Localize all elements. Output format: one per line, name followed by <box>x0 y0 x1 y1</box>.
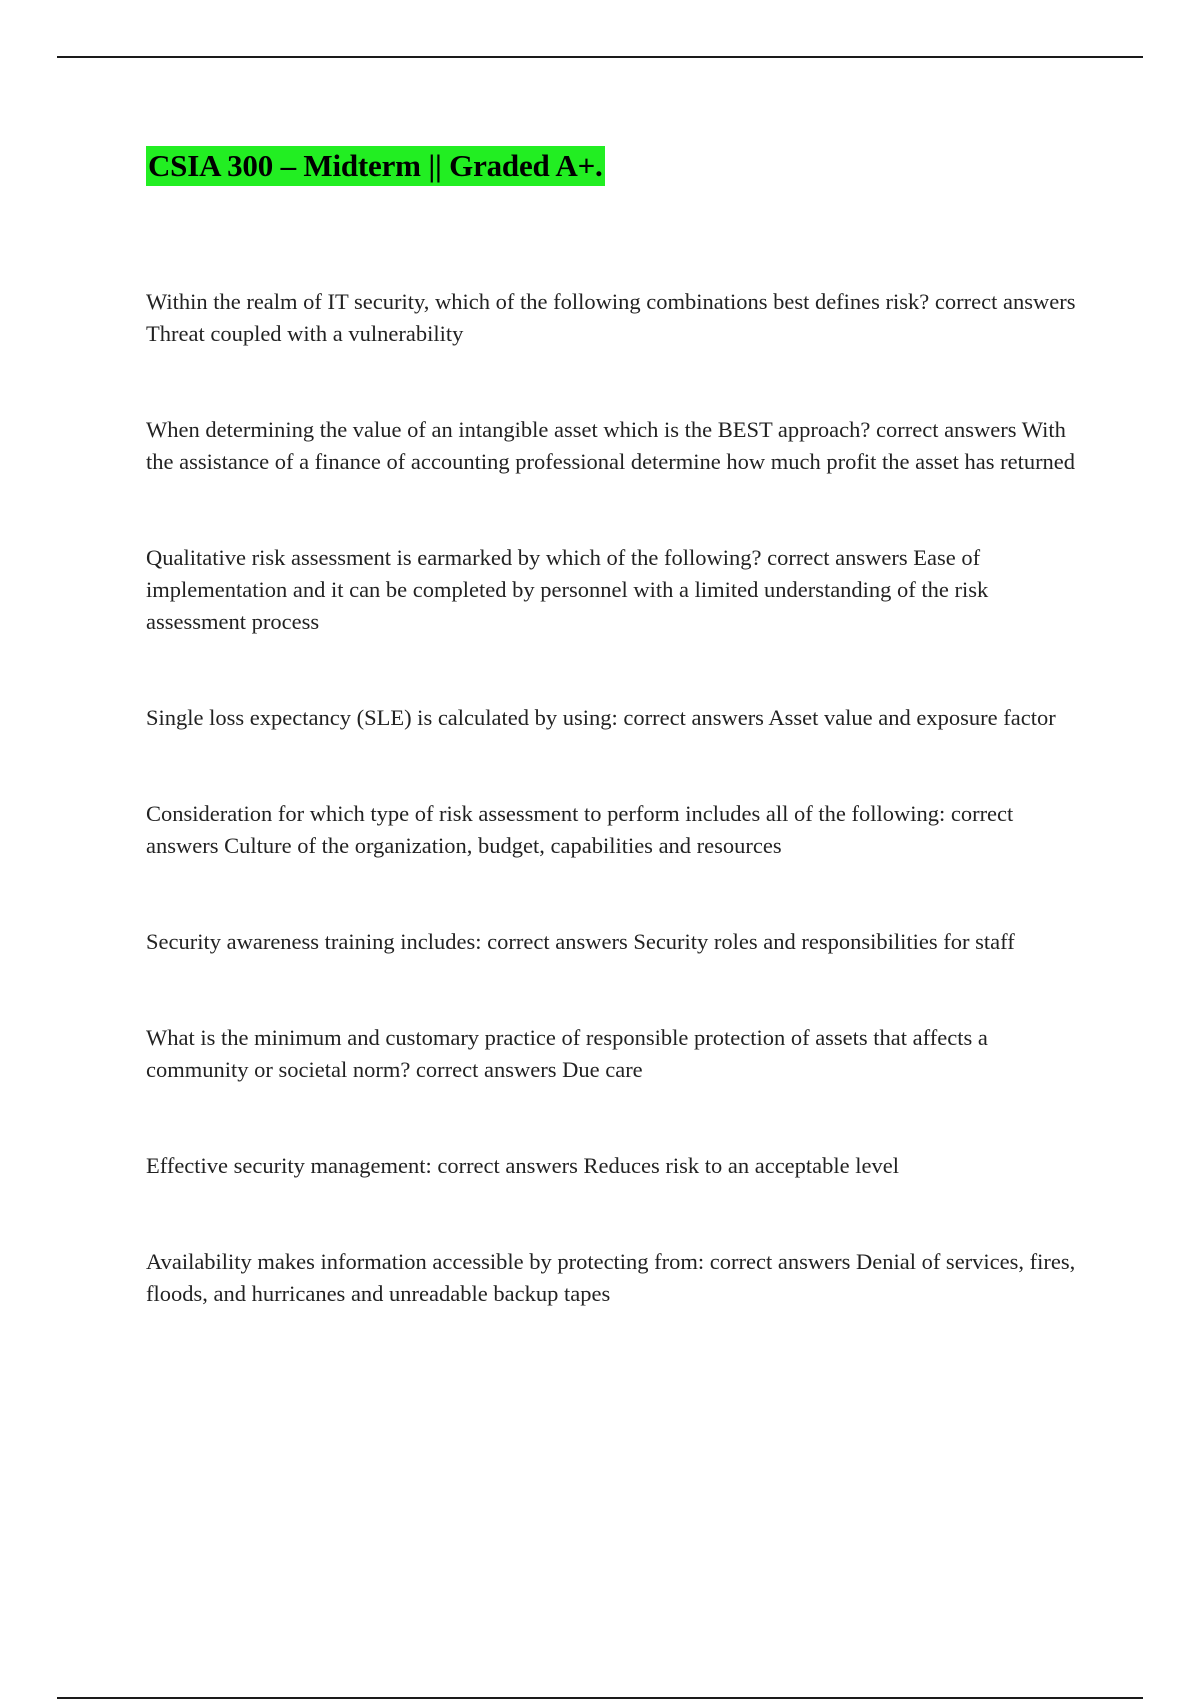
qa-item-9: Availability makes information accessible by protecting from: correct answers Denial of services, fires, floods, and hurricanes and unreadable backup tapes <box>146 1249 1076 1306</box>
document-body <box>146 146 1086 1310</box>
qa-item-1: Within the realm of IT security, which of the following combinations best defines risk? correct answers Threat coupled with a vulnerability <box>146 289 1076 346</box>
qa-item-6: Security awareness training includes: correct answers Security roles and responsibilities for staff <box>146 929 1015 954</box>
qa-item-4: Single loss expectancy (SLE) is calculated by using: correct answers Asset value and exposure factor <box>146 705 1056 730</box>
top-rule <box>57 56 1143 58</box>
bottom-rule <box>57 1697 1143 1699</box>
qa-item-2: When determining the value of an intangible asset which is the BEST approach? correct answers With the assistance of a finance of accounting professional determine how much profit the asset has returned <box>146 417 1076 474</box>
document-title: CSIA 300 – Midterm || Graded A+. <box>146 146 605 186</box>
qa-item-8: Effective security management: correct answers Reduces risk to an acceptable level <box>146 1153 899 1178</box>
qa-item-7: What is the minimum and customary practice of responsible protection of assets that affects a community or societal norm? correct answers Due care <box>146 1025 988 1082</box>
qa-item-3: Qualitative risk assessment is earmarked by which of the following? correct answers Ease of implementation and it can be completed by personnel with a limited understanding of the risk assessment process <box>146 545 989 634</box>
qa-item-5: Consideration for which type of risk assessment to perform includes all of the following: correct answers Culture of the organization, budget, capabilities and resources <box>146 801 1014 858</box>
qa-list <box>146 286 1086 1310</box>
